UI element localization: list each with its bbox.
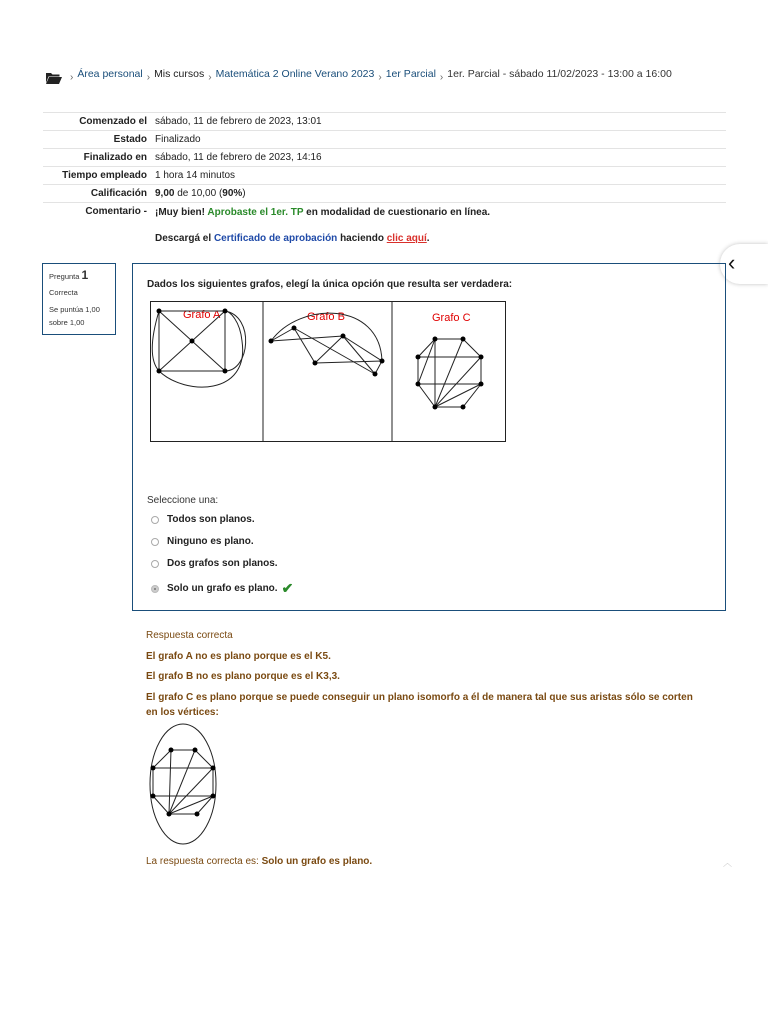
- chevron-right-icon: ›: [146, 71, 151, 83]
- folder-open-icon: [46, 72, 62, 84]
- question-status: Correcta: [49, 288, 78, 297]
- summary-value: Finalizado: [151, 131, 726, 149]
- radio-button[interactable]: [151, 560, 159, 568]
- option-label: Solo un grafo es plano.: [167, 583, 278, 594]
- question-label: Pregunta: [49, 272, 80, 281]
- feedback-line-a: El grafo A no es plano porque es el K5.: [146, 651, 331, 662]
- option-label: Todos son planos.: [167, 514, 255, 525]
- grade-value: [151, 185, 726, 203]
- grade-rest: de 10,00 (: [174, 188, 223, 199]
- graphs-figure: [150, 301, 506, 443]
- feedback-line-c2: en los vértices:: [146, 707, 219, 718]
- grade-percent: 90%: [222, 188, 243, 199]
- question-num: 1: [81, 268, 89, 282]
- cert-end: .: [426, 233, 430, 244]
- radio-button[interactable]: [151, 538, 159, 546]
- checkmark-icon: ✔: [281, 580, 294, 596]
- breadcrumb: [46, 64, 672, 84]
- option-dos-planos[interactable]: [151, 558, 278, 569]
- planar-graph-figure: [145, 722, 221, 848]
- breadcrumb-course[interactable]: Matemática 2 Online Verano 2023: [215, 68, 375, 80]
- breadcrumb-mis-cursos[interactable]: Mis cursos: [154, 68, 205, 80]
- summary-row: [43, 167, 726, 185]
- summary-value: sábado, 11 de febrero de 2023, 13:01: [151, 113, 726, 131]
- question-number: [49, 268, 109, 282]
- correct-answer-label: La respuesta correcta es:: [146, 856, 262, 867]
- chevron-left-icon: ‹: [728, 250, 736, 275]
- comment-text-end: en modalidad de cuestionario en línea.: [303, 207, 491, 218]
- correct-answer: [146, 856, 372, 867]
- breadcrumb-parcial[interactable]: 1er Parcial: [385, 68, 436, 80]
- select-one-label: Seleccione una:: [147, 495, 219, 506]
- option-ninguno-plano[interactable]: [151, 536, 254, 547]
- correct-answer-value: Solo un grafo es plano.: [261, 856, 373, 867]
- comment-text: ¡Muy bien!: [155, 207, 208, 218]
- comment-value: [151, 203, 726, 250]
- summary-row: [43, 131, 726, 149]
- feedback-line-c: El grafo C es plano porque se puede conseguir un plano isomorfo a él de manera tal que sus aristas sólo se corten: [146, 692, 693, 703]
- summary-row: [43, 149, 726, 167]
- summary-value: sábado, 11 de febrero de 2023, 14:16: [151, 149, 726, 167]
- attempt-summary: [43, 112, 726, 249]
- option-todos-planos[interactable]: [151, 514, 255, 525]
- drawer-toggle[interactable]: [720, 244, 768, 284]
- chevron-right-icon: ›: [378, 71, 382, 83]
- summary-label: Finalizado en: [43, 149, 151, 167]
- graph-c-title: Grafo C: [432, 312, 471, 324]
- question-info: [42, 263, 116, 335]
- summary-row: [43, 185, 726, 203]
- grade-end: ): [242, 188, 246, 199]
- summary-label: Estado: [43, 131, 151, 149]
- comment-label: Comentario -: [43, 203, 151, 250]
- summary-label: Comenzado el: [43, 113, 151, 131]
- option-label: Ninguno es plano.: [167, 536, 254, 547]
- comment-highlight: Aprobaste el 1er. TP: [207, 207, 304, 218]
- summary-label: Tiempo empleado: [43, 167, 151, 185]
- summary-value: 1 hora 14 minutos: [151, 167, 726, 185]
- back-to-top-icon[interactable]: ︿: [723, 858, 733, 868]
- grade-label: Calificación: [43, 185, 151, 203]
- cert-text: Descargá el: [155, 233, 214, 244]
- feedback-line-b: El grafo B no es plano porque es el K3,3.: [146, 671, 340, 682]
- grade-score: 9,00: [155, 188, 175, 199]
- summary-row: [43, 113, 726, 131]
- graph-b-title: Grafo B: [307, 311, 345, 323]
- radio-button-selected[interactable]: [151, 585, 159, 593]
- summary-row: [43, 203, 726, 250]
- chevron-right-icon: ›: [70, 71, 74, 83]
- question-box: [132, 263, 726, 611]
- chevron-right-icon: ›: [439, 71, 444, 83]
- chevron-right-icon: ›: [208, 71, 212, 83]
- breadcrumb-current: 1er. Parcial - sábado 11/02/2023 - 13:00 a 16:00: [447, 68, 672, 80]
- breadcrumb-area-personal[interactable]: Área personal: [77, 68, 143, 80]
- question-text: Dados los siguientes grafos, elegí la única opción que resulta ser verdadera:: [147, 279, 513, 290]
- graph-a-title: Grafo A: [183, 309, 221, 321]
- question-score: Se puntúa 1,00 sobre 1,00: [49, 305, 100, 327]
- certificate-line: [155, 232, 722, 246]
- option-solo-uno-plano[interactable]: [151, 580, 293, 597]
- cert-name: Certificado de aprobación: [213, 233, 338, 244]
- cert-text-mid: haciendo: [337, 233, 387, 244]
- certificate-link[interactable]: clic aquí: [386, 233, 427, 244]
- radio-button[interactable]: [151, 516, 159, 524]
- feedback-status: Respuesta correcta: [146, 630, 233, 641]
- option-label: Dos grafos son planos.: [167, 558, 278, 569]
